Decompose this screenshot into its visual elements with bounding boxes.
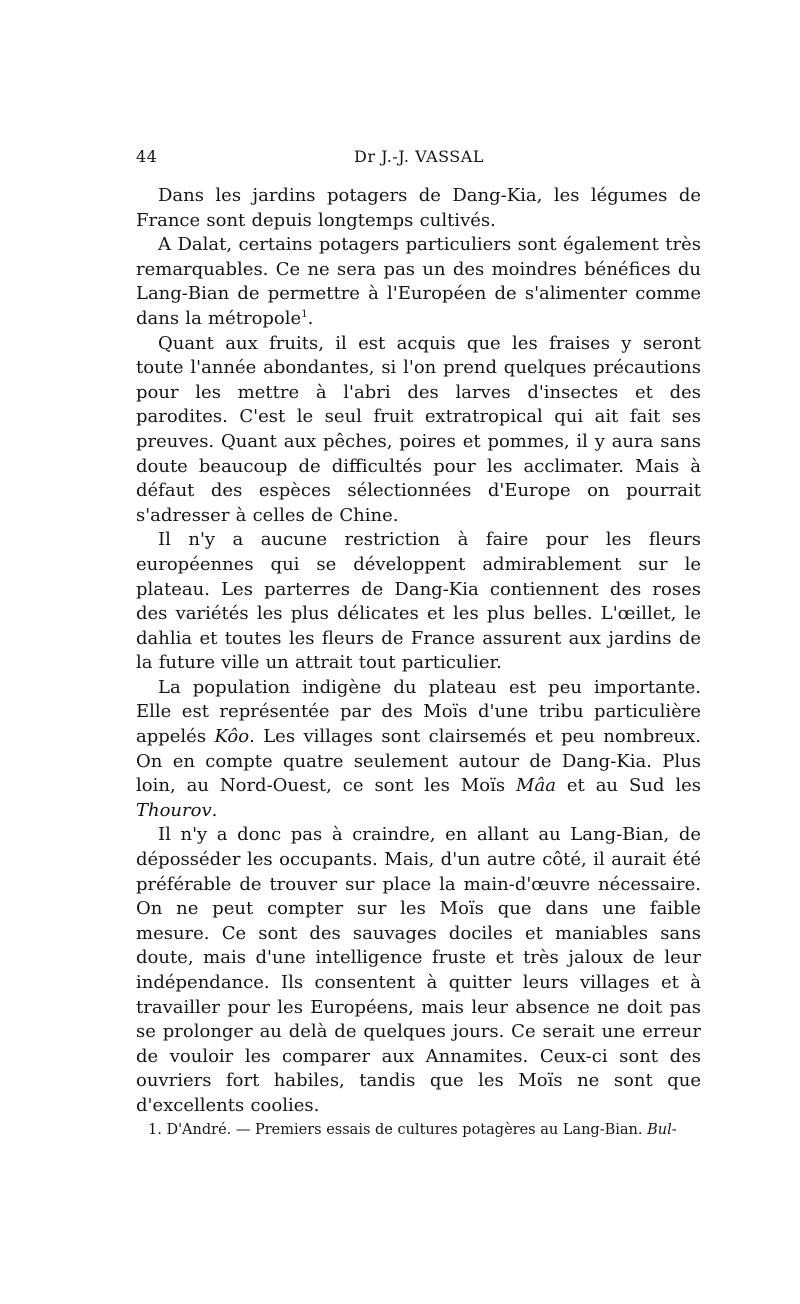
footnote-marker: 1 [301,308,308,320]
paragraph-3 [136,332,701,529]
italic-term: Bul- [647,1122,677,1138]
paragraph-6 [136,823,701,1118]
text-segment: Quant aux fruits, il est acquis que les fraises y seront toute l'année abondantes, si l'on prend quelques précautions pour les mettre à l'abri des larves d'insectes et des parodites. C'est le seul fruit extratropical qui ait fait ses preuves. Quant aux pêches, poires et pommes, il y aura sans doute beaucoup de difficultés pour les acclimater. Mais à défaut des espèces sélectionnées d'Europe on pourrait s'adresser à celles de Chine. [136,332,701,526]
italic-term: Kôo [214,726,250,748]
italic-term: Mâa [516,775,556,797]
text-segment: . [307,307,314,329]
text-segment: La population indigène du plateau est peu importante. Elle est représentée par des Moïs d'une tribu particulière appelés [136,676,701,748]
paragraph-4 [136,528,701,676]
paragraph-5 [136,676,701,824]
running-head: Dr J.-J. VASSAL [354,147,484,166]
text-segment: A Dalat, certains potagers particuliers sont également très remarquables. Ce ne sera pas un des moindres bénéfices du Lang-Bian de permettre à l'Européen de s'alimenter comme dans la métropole [136,234,701,329]
text-segment: . Les villages sont clairsemés et peu nombreux. On en compte quatre seulement autour de Dang-Kia. Plus loin, au Nord-Ouest, ce sont les Moïs [136,726,702,797]
paragraph-2 [136,233,701,331]
text-segment: . [211,799,218,821]
text-segment: et au Sud les [555,775,701,797]
text-segment: Il n'y a aucune restriction à faire pour les fleurs européennes qui se développent admirablement sur le plateau. Les parterres de Dang-Kia contiennent des roses des variétés les plus délicates et les plus belles. L'œillet, le dahlia et toutes les fleurs de France assurent aux jardins de la future ville un attrait tout particulier. [136,529,701,674]
text-segment: Il n'y a donc pas à craindre, en allant au Lang-Bian, de déposséder les occupants. Mais, d'un autre côté, il aurait été préférable de trouver sur place la main-d'œuvre nécessaire. On ne peut compter sur les Moïs que dans une faible mesure. Ce sont des sauvages dociles et maniables sans doute, mais d'une intelligence fruste et très jaloux de leur indépendance. Ils consentent à quitter leurs villages et à travailler pour les Européens, mais leur absence ne doit pas se prolonger au delà de quelques jours. Ce serait une erreur de vouloir les comparer aux Annamites. Ceux-ci sont des ouvriers fort habiles, tandis que les Moïs ne sont que d'excellents coolies. [136,824,701,1116]
paragraph-1 [136,184,701,233]
footnote [136,1120,701,1140]
text-segment: 1. D'André. — Premiers essais de cultures potagères au Lang-Bian. [148,1122,648,1138]
page-number: 44 [136,147,158,166]
text-segment: Dans les jardins potagers de Dang-Kia, les légumes de France sont depuis longtemps cultivés. [136,185,701,231]
page-header [136,147,702,171]
italic-term: Thourov [136,799,212,821]
body-text [136,184,701,1119]
